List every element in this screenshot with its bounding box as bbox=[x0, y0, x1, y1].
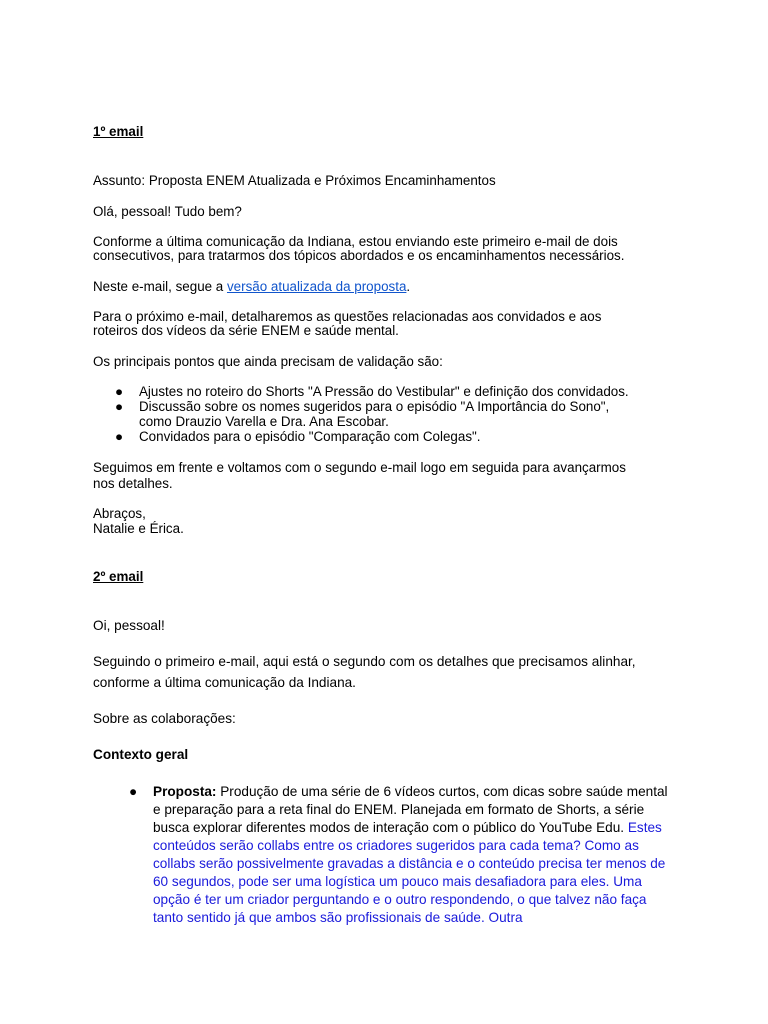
email2-greeting: Oi, pessoal! bbox=[93, 618, 165, 633]
email1-para5-line1: Seguimos em frente e voltamos com o segundo e-mail logo em seguida para avançarmos bbox=[93, 460, 626, 475]
email1-para2 bbox=[93, 279, 410, 294]
email2-section-title: Contexto geral bbox=[93, 747, 189, 762]
list-item: ● Ajustes no roteiro do Shorts "A Pressão do Vestibular" e definição dos convidados. bbox=[115, 384, 629, 399]
email1-signoff: Abraços, bbox=[93, 506, 146, 521]
email1-heading: 1º email bbox=[93, 124, 144, 139]
email1-para4: Os principais pontos que ainda precisam de validação são: bbox=[93, 354, 443, 369]
proposal-link[interactable]: versão atualizada da proposta bbox=[226, 279, 407, 294]
email1-subject: Assunto: Proposta ENEM Atualizada e Próximos Encaminhamentos bbox=[93, 173, 496, 188]
bullet-icon: ● bbox=[115, 399, 124, 414]
bullet-icon: ● bbox=[129, 784, 138, 799]
list-item: ● Discussão sobre os nomes sugeridos para o episódio "A Importância do Sono", como Drauzio Varella e Dra. Ana Escobar. bbox=[115, 399, 610, 429]
email2-bullet-list bbox=[93, 783, 673, 927]
email1-para3-line1: Para o próximo e-mail, detalharemos as questões relacionadas aos convidados e aos bbox=[93, 309, 602, 324]
email1-para5-line2: nos detalhes. bbox=[93, 476, 173, 491]
email1-para1-line2: consecutivos, para tratarmos dos tópicos abordados e os encaminhamentos necessários. bbox=[93, 248, 625, 263]
email1-signature: Natalie e Érica. bbox=[93, 521, 184, 536]
email2-heading: 2º email bbox=[93, 569, 144, 584]
proposal-comment: Estes conteúdos serão collabs entre os criadores sugeridos para cada tema? Como as collabs serão possivelmente gravadas a distância e o conteúdo precisa ter menos de 60 segundos, pode ser uma logística um pouco mais desafiadora para eles. Uma opção é ter um criador perguntando e o outro respondendo, o que talvez não faça tanto sentido já que ambos são profissionais de saúde. Outra bbox=[153, 820, 666, 925]
bullet-icon: ● bbox=[115, 429, 124, 444]
email2-para1-line2: conforme a última comunicação da Indiana. bbox=[93, 675, 356, 690]
email1-para3-line2: roteiros dos vídeos da série ENEM e saúde mental. bbox=[93, 323, 399, 338]
list-item bbox=[93, 783, 673, 927]
email1-greeting: Olá, pessoal! Tudo bem? bbox=[93, 204, 242, 219]
email1-para2-prefix: Neste e-mail, segue a bbox=[93, 279, 227, 294]
list-item: ● Convidados para o episódio "Comparação com Colegas". bbox=[115, 429, 481, 444]
email1-para1-line1: Conforme a última comunicação da Indiana, estou enviando este primeiro e-mail de dois bbox=[93, 234, 618, 249]
email1-bullet-list bbox=[93, 384, 693, 444]
email1-para2-suffix: . bbox=[406, 279, 411, 294]
email2-para2: Sobre as colaborações: bbox=[93, 711, 236, 726]
bullet-icon: ● bbox=[115, 384, 124, 399]
email2-para1-line1: Seguindo o primeiro e-mail, aqui está o segundo com os detalhes que precisamos alinhar, bbox=[93, 654, 636, 669]
proposal-text: Produção de uma série de 6 vídeos curtos, com dicas sobre saúde mental e preparação para a reta final do ENEM. Planejada em formato de Shorts, a série busca explorar diferentes modos de interação com o público do YouTube Edu. bbox=[153, 784, 668, 835]
proposal-label: Proposta: bbox=[153, 784, 217, 799]
